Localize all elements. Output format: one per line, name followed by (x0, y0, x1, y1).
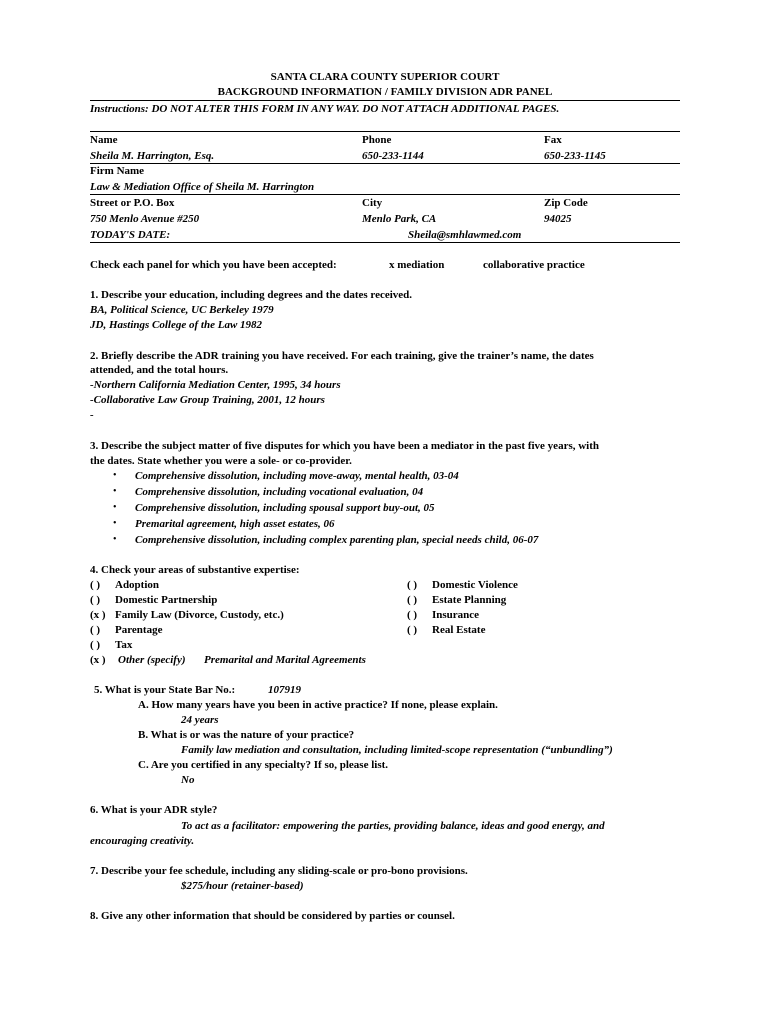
q2-question-cont: attended, and the total hours. (90, 364, 229, 376)
q5b-question: B. What is or was the nature of your practice? (138, 729, 355, 741)
checkbox-mark: ( ) (90, 579, 101, 591)
checkbox-mark: (x ) (90, 609, 106, 621)
checkbox-mark: ( ) (90, 594, 101, 606)
q2-answer: -Northern California Mediation Center, 1995, 34 hours (90, 379, 341, 391)
expertise-adoption: Adoption (115, 579, 160, 591)
checkbox-mark: ( ) (90, 639, 101, 651)
divider (90, 100, 680, 101)
bullet: • (113, 518, 117, 529)
city-label: City (362, 197, 383, 209)
q5-question: 5. What is your State Bar No.: (94, 684, 236, 696)
checkbox-mark: ( ) (407, 624, 418, 636)
q3-item: Comprehensive dissolution, including spousal support buy-out, 05 (135, 502, 435, 514)
expertise-other-label: Other (specify) (118, 654, 186, 666)
expertise-domestic-violence: Domestic Violence (432, 579, 518, 591)
firm-label: Firm Name (90, 165, 145, 177)
city-value: Menlo Park, CA (362, 213, 437, 225)
expertise-domestic-partnership: Domestic Partnership (115, 594, 218, 606)
q6-question: 6. What is your ADR style? (90, 804, 218, 816)
q5b-answer: Family law mediation and consultation, including limited-scope representation (“unbundling”) (181, 744, 613, 756)
q8-question: 8. Give any other information that should be considered by parties or counsel. (90, 910, 455, 922)
fax-label: Fax (544, 134, 562, 146)
q6-answer: To act as a facilitator: empowering the parties, providing balance, ideas and good energy, and (181, 820, 605, 832)
name-value: Sheila M. Harrington, Esq. (90, 150, 215, 162)
panels-prompt: Check each panel for which you have been accepted: (90, 259, 337, 271)
divider (90, 131, 680, 132)
firm-value: Law & Mediation Office of Sheila M. Harrington (90, 181, 315, 193)
phone-value: 650-233-1144 (362, 150, 424, 162)
expertise-real-estate: Real Estate (432, 624, 486, 636)
phone-label: Phone (362, 134, 392, 146)
panel-mediation: x mediation (389, 259, 445, 271)
checkbox-mark: ( ) (90, 624, 101, 636)
street-value: 750 Menlo Avenue #250 (90, 213, 200, 225)
q3-item: Comprehensive dissolution, including vocational evaluation, 04 (135, 486, 424, 498)
q3-item: Comprehensive dissolution, including move-away, mental health, 03-04 (135, 470, 459, 482)
divider (90, 242, 680, 243)
street-label: Street or P.O. Box (90, 197, 175, 209)
expertise-other-value: Premarital and Marital Agreements (204, 654, 366, 666)
fax-value: 650-233-1145 (544, 150, 606, 162)
q3-item: Premarital agreement, high asset estates, 06 (135, 518, 335, 530)
panel-collaborative: collaborative practice (483, 259, 585, 271)
q5c-question: C. Are you certified in any specialty? If so, please list. (138, 759, 389, 771)
email-value: Sheila@smhlawmed.com (408, 229, 522, 241)
checkbox-mark: ( ) (407, 609, 418, 621)
divider (90, 163, 680, 164)
checkbox-mark: ( ) (407, 579, 418, 591)
checkbox-mark: ( ) (407, 594, 418, 606)
bullet: • (113, 534, 117, 545)
expertise-family-law: Family Law (Divorce, Custody, etc.) (115, 609, 284, 621)
q7-answer: $275/hour (retainer-based) (181, 880, 304, 892)
q5c-answer: No (181, 774, 195, 786)
form-title: BACKGROUND INFORMATION / FAMILY DIVISION ADR PANEL (217, 86, 553, 98)
expertise-estate-planning: Estate Planning (432, 594, 507, 606)
q1-question: 1. Describe your education, including degrees and the dates received. (90, 289, 413, 301)
bullet: • (113, 502, 117, 513)
q4-question: 4. Check your areas of substantive expertise: (90, 564, 300, 576)
q3-question-cont: the dates. State whether you were a sole- or co-provider. (90, 455, 352, 467)
q2-answer: -Collaborative Law Group Training, 2001, 12 hours (90, 394, 325, 406)
checkbox-mark: (x ) (90, 654, 106, 666)
bullet: • (113, 486, 117, 497)
instructions: Instructions: DO NOT ALTER THIS FORM IN ANY WAY. DO NOT ATTACH ADDITIONAL PAGES. (90, 103, 560, 115)
expertise-parentage: Parentage (115, 624, 163, 636)
expertise-insurance: Insurance (432, 609, 480, 621)
court-name: SANTA CLARA COUNTY SUPERIOR COURT (270, 71, 500, 83)
q2-question: 2. Briefly describe the ADR training you have received. For each training, give the trainer’s name, the dates (90, 350, 594, 362)
bullet: • (113, 470, 117, 481)
date-label: TODAY'S DATE: (90, 229, 171, 241)
q1-answer: JD, Hastings College of the Law 1982 (90, 319, 263, 331)
q7-question: 7. Describe your fee schedule, including any sliding-scale or pro-bono provisions. (90, 865, 468, 877)
name-label: Name (90, 134, 118, 146)
q6-answer-cont: encouraging creativity. (90, 835, 195, 847)
zip-label: Zip Code (544, 197, 588, 209)
q5a-question: A. How many years have you been in active practice? If none, please explain. (138, 699, 498, 711)
q5a-answer: 24 years (181, 714, 219, 726)
q3-question: 3. Describe the subject matter of five disputes for which you have been a mediator in the past five years, with (90, 440, 600, 452)
q5-bar-no: 107919 (268, 684, 301, 696)
q1-answer: BA, Political Science, UC Berkeley 1979 (90, 304, 274, 316)
zip-value: 94025 (544, 213, 572, 225)
q2-answer: - (90, 409, 94, 421)
q3-item: Comprehensive dissolution, including complex parenting plan, special needs child, 06-07 (135, 534, 539, 546)
expertise-tax: Tax (115, 639, 133, 651)
divider (90, 194, 680, 195)
